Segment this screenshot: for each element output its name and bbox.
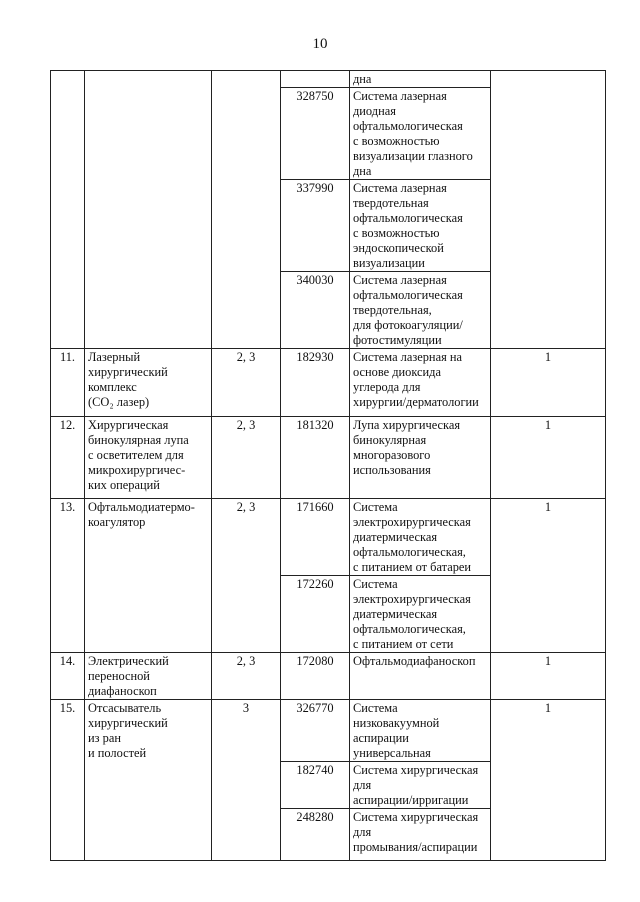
quantity-text: 1	[544, 654, 552, 668]
nomenclature-code-text: 182740	[296, 763, 334, 777]
nomenclature-description-text: Система электрохирургическая диатермическая офтальмологическая, с питанием от батареи	[353, 500, 472, 574]
quantity	[491, 499, 606, 653]
risk-class	[212, 700, 281, 861]
nomenclature-code-text: 181320	[296, 418, 334, 432]
nomenclature-code	[281, 762, 350, 809]
nomenclature-description	[350, 71, 491, 88]
nomenclature-description	[350, 272, 491, 349]
row-number-text: 14.	[59, 654, 76, 668]
quantity-text: 1	[544, 500, 552, 514]
row-number	[51, 653, 85, 700]
nomenclature-description	[350, 417, 491, 499]
nomenclature-code-text: 248280	[296, 810, 334, 824]
risk-class	[212, 349, 281, 417]
nomenclature-code-text: 172080	[296, 654, 334, 668]
nomenclature-code-text: 171660	[296, 500, 334, 514]
nomenclature-code-text: 340030	[296, 273, 334, 287]
risk-class	[212, 417, 281, 499]
nomenclature-description	[350, 809, 491, 861]
quantity	[491, 349, 606, 417]
risk-class	[212, 71, 281, 349]
nomenclature-description	[350, 499, 491, 576]
nomenclature-description	[350, 653, 491, 700]
row-number-text: 12.	[59, 418, 76, 432]
equipment-name-text: Лазерный хирургический комплекс (CO₂ лазер)	[88, 350, 168, 409]
equipment-name	[85, 653, 212, 700]
table-row	[51, 499, 606, 576]
row-number	[51, 417, 85, 499]
nomenclature-description-text: Система электрохирургическая диатермическая офтальмологическая, с питанием от сети	[353, 577, 471, 651]
nomenclature-description	[350, 349, 491, 417]
table-row	[51, 71, 606, 88]
quantity	[491, 71, 606, 349]
nomenclature-description-text: Система хирургическая для аспирации/ирригации	[353, 763, 479, 807]
risk-class-text: 2, 3	[236, 500, 256, 514]
equipment-name	[85, 71, 212, 349]
row-number-text: 11.	[59, 350, 76, 364]
nomenclature-description	[350, 88, 491, 180]
table-body	[51, 71, 606, 861]
nomenclature-description-text: Офтальмодиафаноскоп	[353, 654, 476, 668]
row-number	[51, 71, 85, 349]
nomenclature-code	[281, 417, 350, 499]
equipment-name	[85, 499, 212, 653]
risk-class	[212, 653, 281, 700]
nomenclature-code-text: 326770	[296, 701, 334, 715]
nomenclature-code-text: 328750	[296, 89, 334, 103]
row-number-text: 15.	[59, 701, 76, 715]
equipment-name	[85, 417, 212, 499]
nomenclature-description-text: Система низковакуумной аспирации универсальная	[353, 701, 440, 760]
equipment-table	[50, 70, 606, 861]
table-row	[51, 653, 606, 700]
row-number-text: 13.	[59, 500, 76, 514]
equipment-name	[85, 349, 212, 417]
table-row	[51, 417, 606, 499]
table-row	[51, 700, 606, 762]
nomenclature-code-text: 337990	[296, 181, 334, 195]
row-number	[51, 349, 85, 417]
nomenclature-code	[281, 809, 350, 861]
nomenclature-code	[281, 653, 350, 700]
quantity	[491, 700, 606, 861]
quantity-text: 1	[544, 350, 552, 364]
nomenclature-code	[281, 88, 350, 180]
nomenclature-code	[281, 499, 350, 576]
nomenclature-code	[281, 349, 350, 417]
nomenclature-code	[281, 700, 350, 762]
nomenclature-description-text: Система лазерная на основе диоксида углерода для хирургии/дерматологии	[353, 350, 479, 409]
row-number	[51, 499, 85, 653]
equipment-name-text: Хирургическая бинокулярная лупа с осветителем для микрохирургичес- ких операций	[88, 418, 189, 492]
nomenclature-code-text: 182930	[296, 350, 334, 364]
page-number: 10	[312, 36, 328, 52]
nomenclature-code	[281, 272, 350, 349]
nomenclature-description	[350, 180, 491, 272]
nomenclature-code	[281, 576, 350, 653]
risk-class-text: 2, 3	[236, 418, 256, 432]
nomenclature-description-text: Лупа хирургическая бинокулярная многоразового использования	[353, 418, 461, 477]
quantity	[491, 653, 606, 700]
equipment-name-text: Электрический переносной диафаноскоп	[88, 654, 169, 698]
risk-class-text: 3	[242, 701, 250, 715]
table-row	[51, 349, 606, 417]
nomenclature-description-text: Система лазерная диодная офтальмологическая с возможностью визуализации глазного дна	[353, 89, 473, 178]
nomenclature-description-text: Система лазерная офтальмологическая твердотельная, для фотокоагуляции/ фотостимуляции	[353, 273, 463, 347]
risk-class-text: 2, 3	[236, 654, 256, 668]
nomenclature-code	[281, 71, 350, 88]
equipment-name-text: Отсасыватель хирургический из ран и полостей	[88, 701, 168, 760]
nomenclature-description	[350, 762, 491, 809]
quantity	[491, 417, 606, 499]
nomenclature-description	[350, 576, 491, 653]
quantity-text: 1	[544, 418, 552, 432]
equipment-name-text: Офтальмодиатермо- коагулятор	[88, 500, 195, 529]
row-number	[51, 700, 85, 861]
quantity-text: 1	[544, 701, 552, 715]
nomenclature-description-text: Система лазерная твердотельная офтальмологическая с возможностью эндоскопической визуализации	[353, 181, 463, 270]
nomenclature-description-text: Система хирургическая для промывания/аспирации	[353, 810, 479, 854]
nomenclature-code	[281, 180, 350, 272]
nomenclature-description-text: дна	[353, 72, 372, 86]
nomenclature-description	[350, 700, 491, 762]
risk-class	[212, 499, 281, 653]
equipment-name	[85, 700, 212, 861]
risk-class-text: 2, 3	[236, 350, 256, 364]
nomenclature-code-text: 172260	[296, 577, 334, 591]
